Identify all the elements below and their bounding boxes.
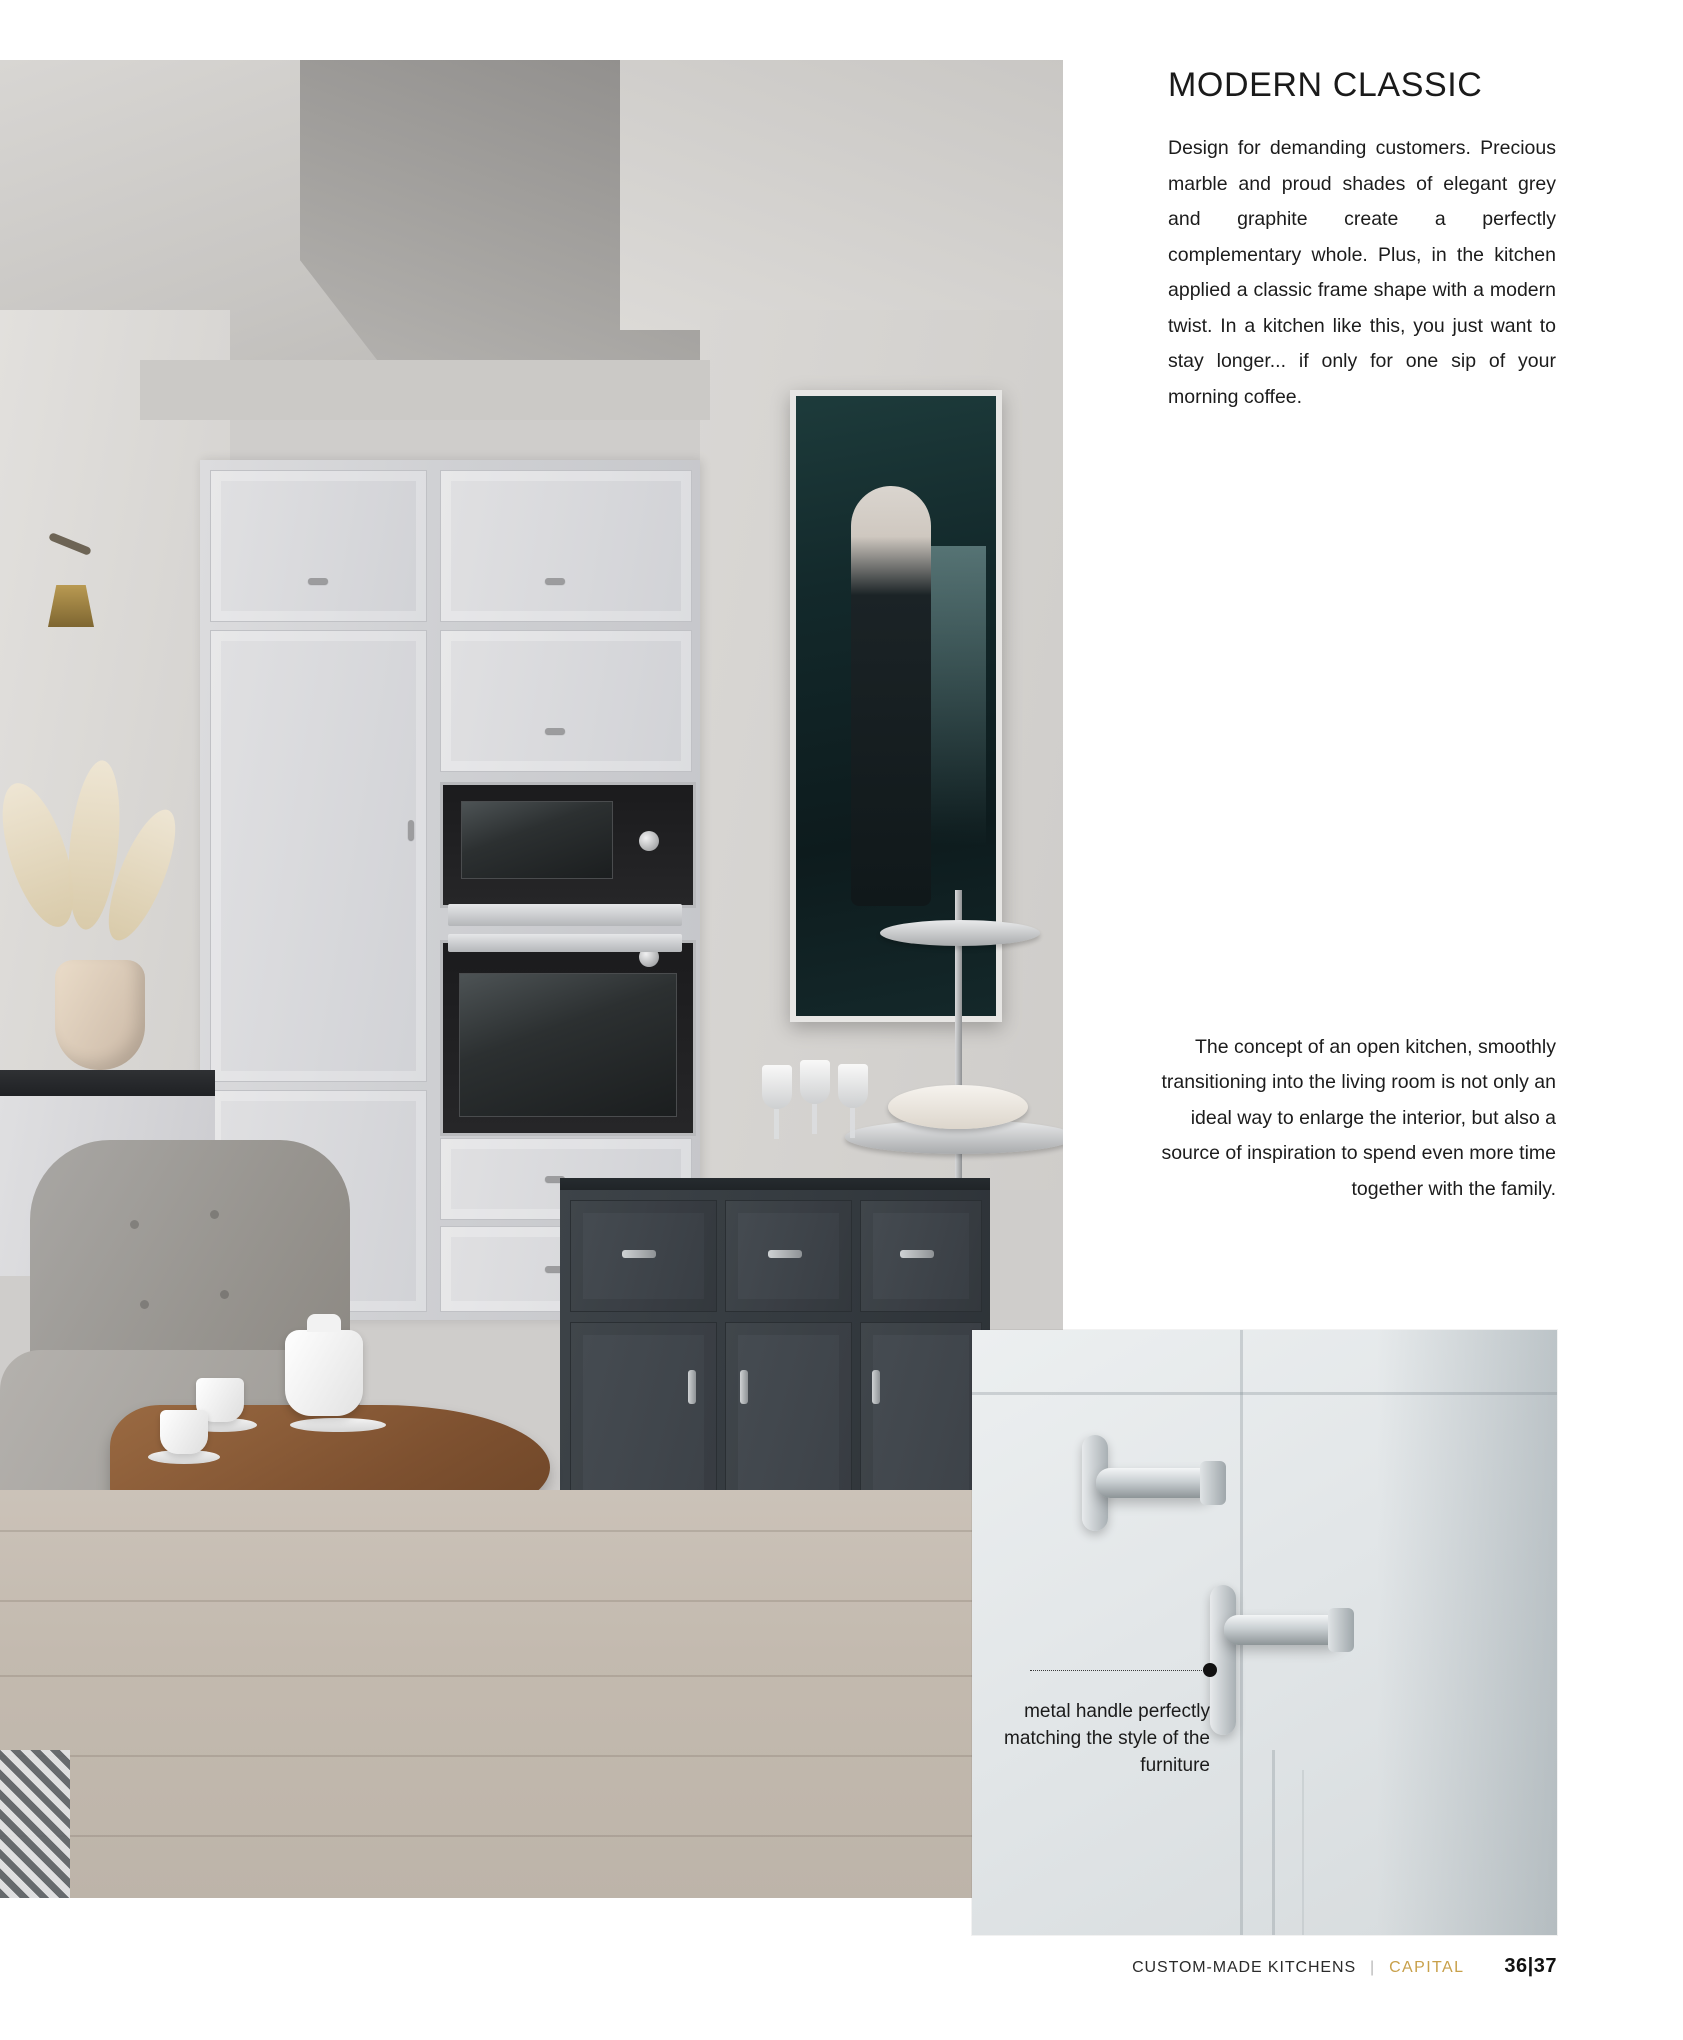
callout-dot: [1203, 1663, 1217, 1677]
left-worktop: [0, 1070, 215, 1096]
saucer: [290, 1418, 386, 1432]
graphite-handle: [900, 1250, 934, 1258]
door-frame-inner-edge: [1302, 1770, 1304, 1935]
graphite-handle: [872, 1370, 880, 1404]
page-title: MODERN CLASSIC: [1168, 66, 1483, 104]
floor-seam: [0, 1755, 1063, 1757]
callout-caption: metal handle perfectly matching the style of the furniture: [1004, 1701, 1210, 1776]
cabinet-knob: [408, 820, 414, 840]
graphite-handle: [740, 1370, 748, 1404]
coffee-cup: [160, 1410, 208, 1454]
handle-base: [1328, 1608, 1354, 1652]
article-text-column: [1168, 66, 1556, 415]
cabinet-knob: [545, 728, 565, 734]
cabinet-door-upper-right: [440, 470, 692, 622]
graphite-handle: [622, 1250, 656, 1258]
cabinet-door-upper-left: [210, 470, 427, 622]
page-footer: [0, 1955, 1683, 1995]
built-in-microwave: [440, 782, 696, 908]
cabinet-door-tall-left: [210, 630, 427, 1082]
wine-glass-stem: [850, 1108, 855, 1138]
graphite-handle: [768, 1250, 802, 1258]
armchair-tuft: [210, 1210, 219, 1219]
wood-floor: [0, 1490, 1063, 1898]
graphite-handle: [688, 1370, 696, 1404]
floor-seam: [0, 1835, 1063, 1837]
floor-seam: [0, 1530, 1063, 1532]
wall-bulkhead: [140, 360, 710, 420]
armchair-tuft: [220, 1290, 229, 1299]
footer-section: CUSTOM-MADE KITCHENS: [1132, 1959, 1357, 1976]
cabinet-door-mid-right: [440, 630, 692, 772]
footer-separator: |: [1370, 1959, 1376, 1976]
checked-rug: [0, 1750, 70, 1898]
main-kitchen-photo: [0, 60, 1063, 1898]
artwork-highlight: [926, 546, 986, 846]
armchair-tuft: [130, 1220, 139, 1229]
footer-page-number: 36|37: [1504, 1955, 1557, 1977]
cabinet-knob: [545, 578, 565, 584]
cabinet-knob: [308, 578, 328, 584]
photo-shadow-gradient: [1377, 1330, 1557, 1935]
ceiling-plane-right: [620, 60, 1063, 330]
cake-stand-upper-plate: [880, 920, 1040, 946]
wine-glass: [800, 1060, 830, 1104]
secondary-paragraph: The concept of an open kitchen, smoothly transitioning into the living room is not only an ideal way to enlarge the interior, but also a source of inspiration to spend even more time together with the family.: [1161, 1035, 1556, 1200]
callout-leader-line: [1030, 1670, 1208, 1671]
microwave-dial: [639, 831, 659, 851]
floor-seam: [0, 1600, 1063, 1602]
handle-bar: [1210, 1585, 1236, 1735]
handle-base: [1200, 1461, 1226, 1505]
intro-paragraph: Design for demanding customers. Precious marble and proud shades of elegant grey and graphite create a perfectly complementary whole. Plus, in the kitchen applied a classic frame shape with a modern twist. In a kitchen like this, you just want to stay longer... if only for one sip of your morning coffee.: [1168, 137, 1556, 408]
wine-glass-stem: [774, 1109, 779, 1139]
microwave-handle: [448, 904, 682, 926]
oven-glass: [459, 973, 677, 1117]
footer-brand: CAPITAL: [1389, 1959, 1465, 1976]
teapot: [285, 1330, 363, 1416]
handle-stem: [1096, 1468, 1214, 1498]
handle-detail-photo: [972, 1330, 1557, 1935]
artwork-figure: [851, 486, 931, 906]
pastries: [888, 1085, 1028, 1129]
microwave-glass: [461, 801, 613, 879]
glass-vase: [55, 960, 145, 1070]
handle-stem: [1224, 1615, 1342, 1645]
wine-glass-stem: [812, 1104, 817, 1134]
wine-glass: [762, 1065, 792, 1109]
built-in-oven: [440, 940, 696, 1136]
wine-glass: [838, 1064, 868, 1108]
floor-seam: [0, 1675, 1063, 1677]
armchair-tuft: [140, 1300, 149, 1309]
oven-handle: [448, 934, 682, 952]
door-frame-edge: [1272, 1750, 1275, 1935]
